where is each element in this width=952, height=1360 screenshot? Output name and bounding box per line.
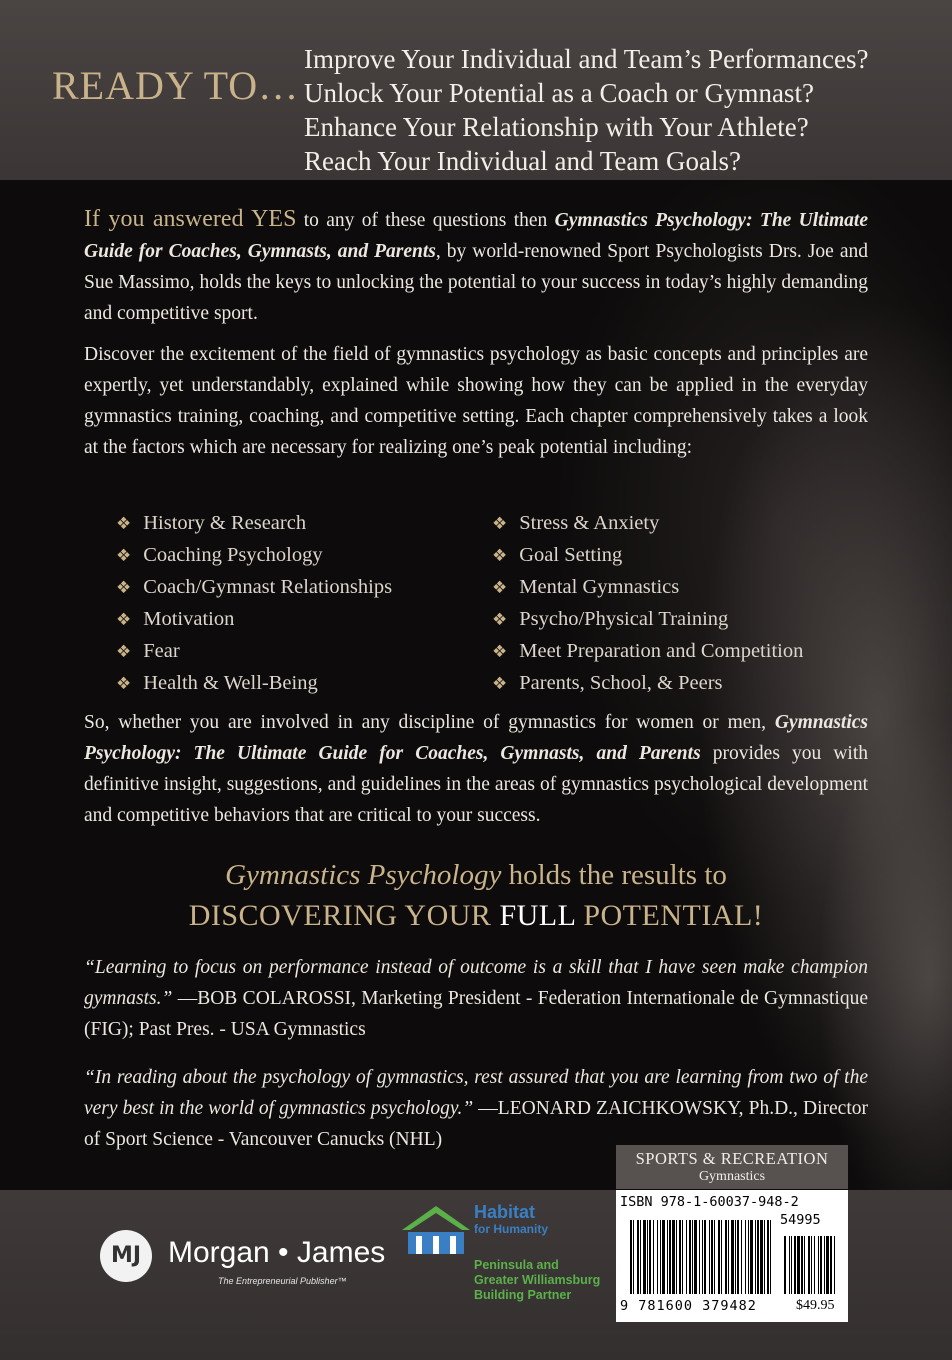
barcode-bar [735,1220,736,1294]
barcode-bar [682,1220,683,1294]
topic-label: Health & Well-Being [143,672,318,694]
testimonial-2 [84,1062,868,1155]
habitat-affiliate [474,1258,600,1303]
diamond-bullet-icon: ❖ [116,610,132,630]
category-sub: Gymnastics [698,1169,766,1184]
barcode-bar [718,1220,720,1294]
barcode-bar [791,1236,792,1294]
barcode-bar [692,1220,693,1294]
barcode-bar [797,1236,800,1294]
barcode-bar [824,1236,825,1294]
topic-item [492,572,803,604]
habitat-sub-line: Building Partner [474,1288,572,1302]
price-code: 54995 [780,1212,821,1228]
category-main: SPORTS & RECREATION [635,1149,829,1168]
tagline-highlight: FULL [499,899,576,932]
tagline-line-2 [84,895,868,937]
barcode-bar [711,1220,713,1294]
barcode-bar [737,1220,739,1294]
question-item: Reach Your Individual and Team Goals? [304,146,742,176]
topic-label: Parents, School, & Peers [519,672,723,694]
topic-item [116,604,492,636]
habitat-name-line: for Humanity [474,1222,549,1236]
barcode-bar [764,1220,765,1294]
barcode-bar [801,1236,803,1294]
diamond-bullet-icon: ❖ [492,610,508,630]
ean-text: 9 781600 379482 [620,1298,757,1314]
isbn-text: ISBN 978-1-60037-948-2 [620,1194,799,1210]
barcode-bar [784,1236,786,1294]
category-label [616,1145,848,1189]
barcode-bar [679,1220,681,1294]
barcode-bar [760,1220,763,1294]
barcode-bar [630,1220,632,1294]
tagline-title: Gymnastics Psychology [225,859,502,891]
topic-label: History & Research [143,512,307,534]
barcode-bar [637,1220,639,1294]
topic-item [492,636,803,668]
topic-label: Meet Preparation and Competition [519,640,804,662]
diamond-bullet-icon: ❖ [492,642,508,662]
barcode-bar [767,1220,769,1294]
barcode-bar [741,1220,742,1294]
topic-label: Goal Setting [519,544,623,566]
testimonial-text: “In reading about the psychology of gymnastics, rest assured that you are learning from two of the very best in the world of gymnastics psychology.” [84,1067,868,1119]
diamond-bullet-icon: ❖ [116,546,132,566]
tagline [84,855,868,937]
barcode-bar [834,1236,835,1294]
diamond-bullet-icon: ❖ [116,578,132,598]
question-list [304,42,868,178]
barcode-bar [667,1220,668,1294]
topic-item [492,604,803,636]
testimonial-text: “Learning to focus on performance instead of outcome is a skill that I have seen make champion gymnasts.” [84,957,868,1009]
barcode-bar [694,1220,697,1294]
barcode-bar [811,1236,812,1294]
barcode-bar [789,1236,790,1294]
barcode-bar [770,1220,771,1294]
barcode-bar [657,1220,658,1294]
tagline-part: POTENTIAL! [575,899,764,932]
barcode-bar [757,1220,759,1294]
topic-label: Psycho/Physical Training [519,608,729,630]
barcode-bar [699,1220,700,1294]
habitat-name [474,1204,548,1238]
habitat-logo [400,1200,600,1310]
barcode-bar [702,1220,703,1294]
intro-lead: If you answered YES [84,206,297,232]
question-item: Unlock Your Potential as a Coach or Gymnast? [304,78,814,108]
topic-item [492,508,803,540]
barcode-bar [686,1220,687,1294]
barcode-bar [669,1220,671,1294]
question-item: Enhance Your Relationship with Your Athlete? [304,112,809,142]
topic-item [116,508,492,540]
barcode-bar [640,1220,641,1294]
barcode-bar [830,1236,832,1294]
topic-item [116,540,492,572]
whether-text-2: provides you with definitive insight, suggestions, and guidelines in the areas of gymnastics psychological development and competitive behaviors that are critical to your success. [84,743,868,826]
barcode-bar [709,1220,710,1294]
publisher-logo [100,1230,400,1300]
barcode-bar [660,1220,661,1294]
topic-label: Coach/Gymnast Relationships [143,576,393,598]
barcode-bar [662,1220,665,1294]
topic-column-right [492,508,803,700]
topic-label: Mental Gymnastics [519,576,680,598]
topic-item [116,636,492,668]
whether-book-title: Gymnastics Psychology: The Ultimate Guide for Coaches, Gymnasts, and Parents [84,712,868,764]
topic-label: Coaching Psychology [143,544,323,566]
topic-label: Fear [143,640,180,662]
barcode-bar [755,1220,756,1294]
testimonial-1 [84,952,868,1045]
diamond-bullet-icon: ❖ [492,674,508,694]
barcode-bar [808,1236,810,1294]
diamond-bullet-icon: ❖ [116,642,132,662]
intro-text-2: , by world-renowned Sport Psychologists Drs. Joe and Sue Massimo, holds the keys to unlocking the potential to your success in today’s highly demanding and competitive sport. [84,241,868,324]
topic-column-left [116,508,492,700]
diamond-bullet-icon: ❖ [116,514,132,534]
habitat-name-line: Habitat [474,1202,536,1222]
header-band [0,0,952,180]
topic-label: Stress & Anxiety [519,512,660,534]
barcode-bar [826,1236,829,1294]
barcode-bar [725,1220,727,1294]
barcode-bar [633,1220,634,1294]
barcode-bar [748,1220,749,1294]
barcode-bar [814,1236,815,1294]
barcode-bar [704,1220,706,1294]
whether-paragraph [84,707,868,831]
barcode-bar [750,1220,753,1294]
topic-item [116,668,492,700]
barcode-box [616,1190,848,1322]
topic-item [492,540,803,572]
question-item: Improve Your Individual and Team’s Performances? [304,44,869,74]
barcode-bar [818,1236,819,1294]
barcode-bar [745,1220,746,1294]
testimonial-attribution: —LEONARD ZAICHKOWSKY, Ph.D., Director of Sport Science - Vancouver Canucks (NHL) [84,1098,868,1150]
barcode-bar [676,1220,677,1294]
barcode-bar [672,1220,675,1294]
topic-label: Motivation [143,608,235,630]
discover-paragraph: Discover the excitement of the field of gymnastics psychology as basic concepts and principles are expertly, yet understandably, explained while showing how they can be applied in the everyday gymnastics training, coaching, and competitive setting. Each chapter comprehensively takes a look at the factors which are necessary for realizing one’s peak potential including: [84,344,868,458]
tagline-rest: holds the results to [501,859,727,891]
habitat-sub-line: Peninsula and [474,1258,559,1272]
topic-bullets [116,508,876,700]
barcode-bar [731,1220,734,1294]
barcode-bar [653,1220,654,1294]
price-text: $49.95 [796,1298,835,1313]
intro-paragraph [84,204,868,329]
tagline-line-1 [84,855,868,895]
diamond-bullet-icon: ❖ [492,578,508,598]
publisher-name: Morgan • James [168,1236,386,1269]
testimonial-attribution: —BOB COLAROSSI, Marketing President - Federation Internationale de Gymnastique (FIG); Past Pres. - USA Gymnastics [84,988,868,1040]
intro-text-1: to any of these questions then [296,210,555,231]
publisher-monogram-icon: MJ [100,1230,152,1282]
barcode-bar [721,1220,722,1294]
barcode-bar [647,1220,648,1294]
topic-item [492,668,803,700]
topic-item [116,572,492,604]
barcode-bar [643,1220,646,1294]
intro-book-title: Gymnastics Psychology: The Ultimate Guide for Coaches, Gymnasts, and Parents [84,210,868,262]
ready-to-heading: READY TO… [52,63,300,108]
barcode-bar [714,1220,715,1294]
barcode-bar [794,1236,796,1294]
diamond-bullet-icon: ❖ [492,546,508,566]
diamond-bullet-icon: ❖ [492,514,508,534]
habitat-house-icon [400,1204,472,1256]
barcode-bar [649,1220,651,1294]
barcode-bar [728,1220,729,1294]
habitat-sub-line: Greater Williamsburg [474,1273,601,1287]
tagline-part: DISCOVERING YOUR [188,899,500,932]
whether-text-1: So, whether you are involved in any discipline of gymnastics for women or men, [84,712,775,733]
diamond-bullet-icon: ❖ [116,674,132,694]
barcode-bar [804,1236,805,1294]
barcode-bar [820,1236,822,1294]
publisher-tagline: The Entrepreneurial Publisher™ [218,1276,347,1286]
barcode-bar [689,1220,691,1294]
